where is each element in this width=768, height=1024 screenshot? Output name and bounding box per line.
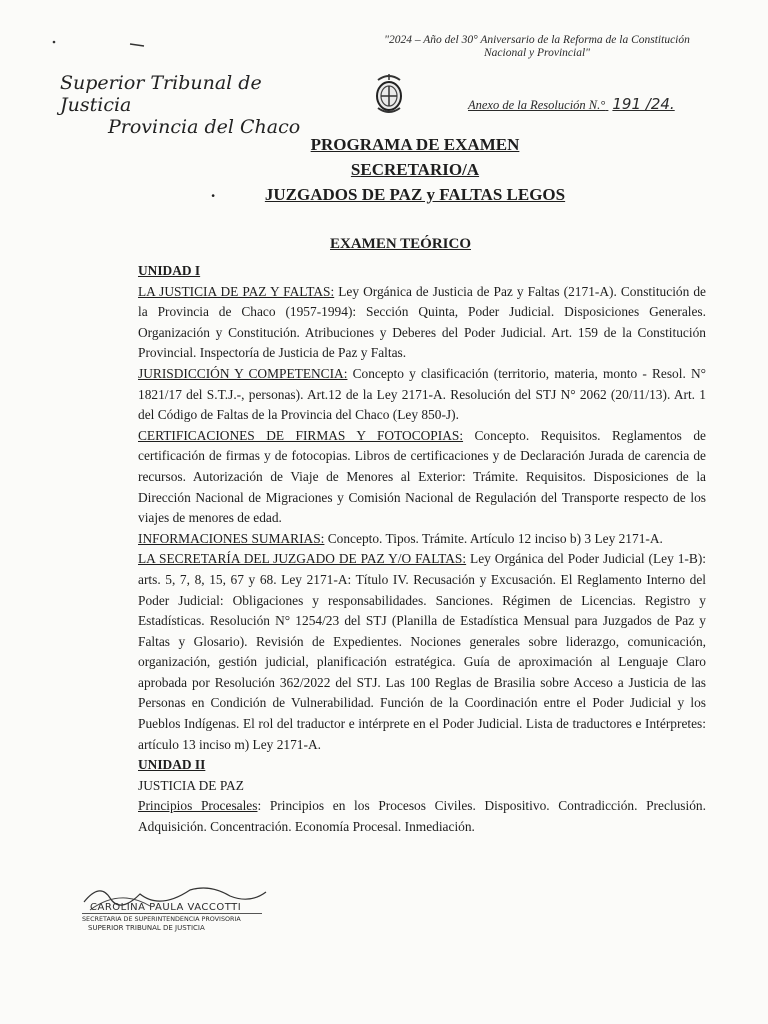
program-title xyxy=(150,132,680,207)
section-title: LA JUSTICIA DE PAZ Y FALTAS: xyxy=(138,283,335,299)
section-secretaria xyxy=(138,549,706,755)
annex-number: 191 /24. xyxy=(612,95,675,113)
section-text: Concepto. Tipos. Trámite. Artículo 12 inciso b) 3 Ley 2171-A. xyxy=(324,530,663,546)
title-line-3: JUZGADOS DE PAZ y FALTAS LEGOS xyxy=(264,185,566,204)
section-text: : Principios en los Procesos Civiles. Dispositivo. Contradicción. Preclusión. Adquisición. Concentración. Economía Procesal. Inmediación. xyxy=(138,798,706,835)
stamp-name: CAROLINA PAULA VACCOTTI xyxy=(82,902,262,914)
unit-2-subheading: JUSTICIA DE PAZ xyxy=(138,777,244,793)
stamp-institution: SUPERIOR TRIBUNAL DE JUSTICIA xyxy=(88,924,205,932)
document-body xyxy=(138,261,706,838)
title-dot: . xyxy=(211,182,216,201)
court-province: Provincia del Chaco xyxy=(108,116,301,138)
exam-title: EXAMEN TEÓRICO xyxy=(330,236,471,252)
court-name: Superior Tribunal de Justicia xyxy=(60,72,262,116)
scan-marks xyxy=(48,34,168,54)
court-heading xyxy=(60,72,320,138)
section-certificaciones xyxy=(138,426,706,529)
section-text: Ley Orgánica del Poder Judicial (Ley 1-B): arts. 5, 7, 8, 15, 67 y 68. Ley 2171-A: Título IV. Recusación y Excusación. El Reglamento Interno del Poder Judicial: Obligaciones y responsabilidades. Sanciones. Régimen de Licencias. Registro y Estadísticas. Resolución N° 1254/23 del STJ (Planilla de Estadística Mensual para Juzgados de Paz y Faltas y Glosario). Revisión de Expedientes. Nociones generales sobre liderazgo, comunicación, organización, gestión judicial, planificación estratégica. Guía de aproximación al Lenguaje Claro aprobada por Resolución 362/2022 del STJ. Las 100 Reglas de Brasilia sobre Acceso a Justicia de las Personas en Condición de Vulnerabilidad. Función de la Coordinación entre el Poder Judicial y los Pueblos Indígenas. El rol del traductor e intérprete en el Poder Judicial. Lista de traductores e Intérpretes: artículo 13 inciso m) Ley 2171-A. xyxy=(138,551,706,752)
annex-label: Anexo de la Resolución N.° xyxy=(468,98,606,112)
section-title: JURISDICCIÓN Y COMPETENCIA: xyxy=(138,365,348,381)
section-title: CERTIFICACIONES DE FIRMAS Y FOTOCOPIAS: xyxy=(138,427,464,443)
section-title: INFORMACIONES SUMARIAS: xyxy=(138,530,325,546)
section-informaciones xyxy=(138,529,706,550)
official-stamp xyxy=(82,902,262,933)
section-justicia-paz-faltas xyxy=(138,282,706,364)
section-text: Concepto y clasificación (territorio, materia, monto - Resol. N° 1821/17 del S.T.J.-, personas). Art.12 de la Ley 2171-A. Resolución del STJ N° 2062 (20/11/13). Art. 1 del Código de Faltas de la Provincia del Chaco (Ley 850-J). xyxy=(138,365,706,423)
stamp-role: SECRETARIA DE SUPERINTENDENCIA PROVISORIA xyxy=(82,915,241,923)
unit-2-heading: UNIDAD II xyxy=(138,757,206,773)
annex-reference xyxy=(468,95,675,113)
unit-1-heading: UNIDAD I xyxy=(138,263,201,278)
province-seal-icon xyxy=(372,72,406,114)
section-title: Principios Procesales xyxy=(138,798,258,814)
section-principios xyxy=(138,796,706,837)
section-text: Ley Orgánica de Justicia de Paz y Faltas (2171-A). Constitución de la Provincia de Chaco (1957-1994): Sección Quinta, Poder Judicial. Disposiciones Generales. Organización y Constitución. Atribuciones y Deberes del Poder Judicial. Art. 159 de la Constitución Provincial. Inspectoría de Justicia de Paz y Faltas. xyxy=(138,283,706,361)
title-line-1: PROGRAMA DE EXAMEN xyxy=(310,135,520,154)
section-title: LA SECRETARÍA DEL JUZGADO DE PAZ Y/O FALTAS: xyxy=(138,551,467,567)
section-text: Concepto. Requisitos. Reglamentos de certificación de firmas y de fotocopias. Libros de certificaciones y de Declaración Jurada de carencia de recursos. Autorización de Viaje de Menores al Exterior: Trámite. Requisitos. Disposiciones de la Dirección Nacional de Migraciones y Comisión Nacional de Regulación del Transporte respecto de los viajes de menores de edad. xyxy=(138,427,706,526)
title-line-2: SECRETARIO/A xyxy=(350,160,480,179)
section-jurisdiccion xyxy=(138,364,706,426)
year-motto: "2024 – Año del 30° Aniversario de la Reforma de la Constitución Nacional y Provincial" xyxy=(384,34,690,59)
